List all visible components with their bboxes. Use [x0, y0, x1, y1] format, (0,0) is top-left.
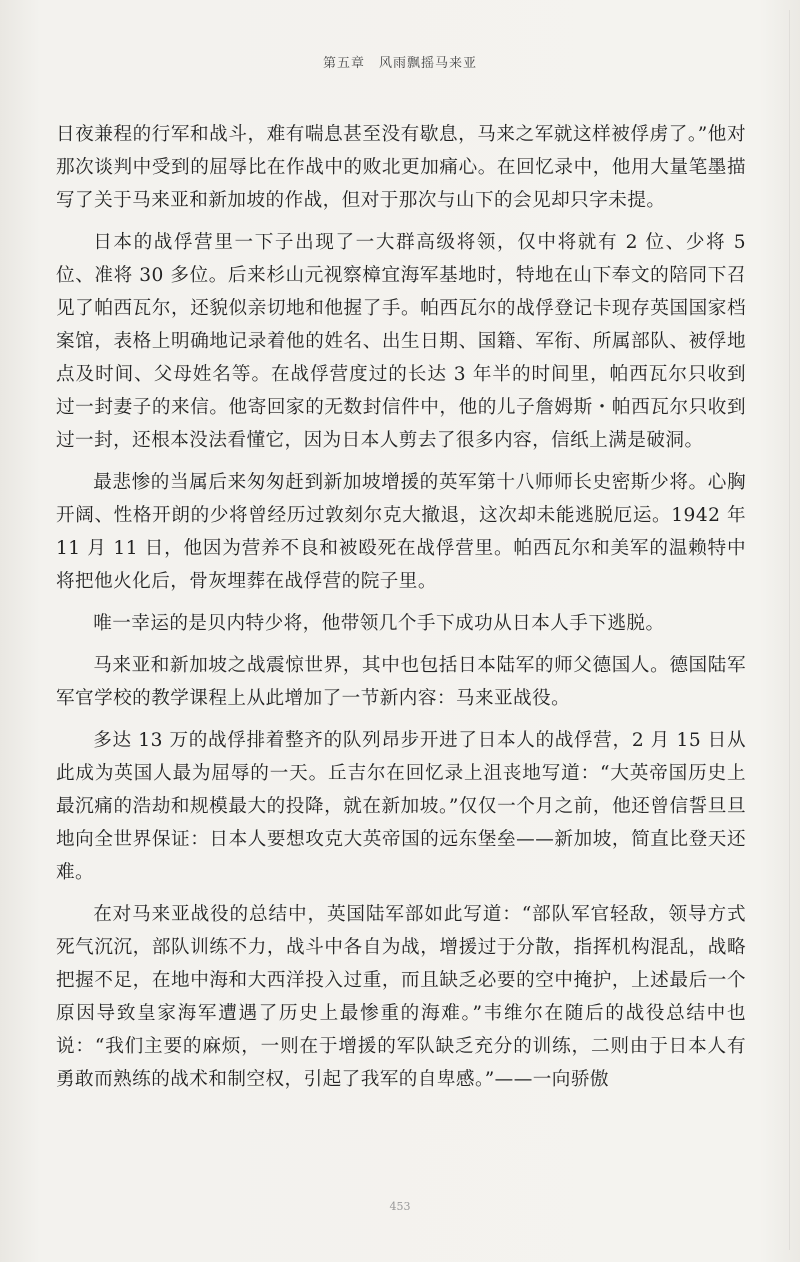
paragraph-bennett: 唯一幸运的是贝内特少将，他带领几个手下成功从日本人手下逃脱。: [93, 613, 665, 634]
page-number: 453: [389, 1200, 411, 1213]
page-body: [56, 118, 746, 1105]
paragraph-continuation: 日夜兼程的行军和战斗，难有喘息甚至没有歇息，马来之军就这样被俘虏了。”他对那次谈判中受到的屈辱比在作战中的败北更加痛心。在回忆录中，他用大量笔墨描写了关于马来亚和新加坡的作战，但对于那次与山下的会见却只字未提。: [56, 124, 746, 211]
paragraph-pow-camp: 日本的战俘营里一下子出现了一大群高级将领，仅中将就有 2 位、少将 5 位、准将 30 多位。后来杉山元视察樟宜海军基地时，特地在山下奉文的陪同下召见了帕西瓦尔，还貌似亲切地和他握了手。帕西瓦尔的战俘登记卡现存英国国家档案馆，表格上明确地记录着他的姓名、出生日期、国籍、军衔、所属部队、被俘地点及时间、父母姓名等。在战俘营度过的长达 3 年半的时间里，帕西瓦尔只收到过一封妻子的来信。他寄回家的无数封信件中，他的儿子詹姆斯・帕西瓦尔只收到过一封，还根本没法看懂它，因为日本人剪去了很多内容，信纸上满是破洞。: [56, 232, 746, 451]
paragraph-germany: 马来亚和新加坡之战震惊世界，其中也包括日本陆军的师父德国人。德国陆军军官学校的教学课程上从此增加了一节新内容：马来亚战役。: [56, 655, 746, 709]
paragraph-churchill: 多达 13 万的战俘排着整齐的队列昂步开进了日本人的战俘营，2 月 15 日从此成为英国人最为屈辱的一天。丘吉尔在回忆录上沮丧地写道：“大英帝国历史上最沉痛的浩劫和规模最大的投降，就在新加坡。”仅仅一个月之前，他还曾信誓旦旦地向全世界保证：日本人要想攻克大英帝国的远东堡垒——新加坡，简直比登天还难。: [56, 730, 746, 883]
running-header: 第五章 风雨飘摇马来亚: [322, 56, 477, 71]
scan-edge-mark: [765, 10, 790, 1250]
paragraph-war-office: 在对马来亚战役的总结中，英国陆军部如此写道：“部队军官轻敌，领导方式死气沉沉，部队训练不力，战斗中各自为战，增援过于分散，指挥机构混乱，战略把握不足，在地中海和大西洋投入过重，而且缺乏必要的空中掩护，上述最后一个原因导致皇家海军遭遇了历史上最惨重的海难。”韦维尔在随后的战役总结中也说：“我们主要的麻烦，一则在于增援的军队缺乏充分的训练，二则由于日本人有勇敢而熟练的战术和制空权，引起了我军的自卑感。”——一向骄傲: [56, 904, 746, 1090]
paragraph-smith: 最悲惨的当属后来匆匆赶到新加坡增援的英军第十八师师长史密斯少将。心胸开阔、性格开朗的少将曾经历过敦刻尔克大撤退，这次却未能逃脱厄运。1942 年 11 月 11 日，他因为营养不良和被殴死在战俘营里。帕西瓦尔和美军的温赖特中将把他火化后，骨灰埋葬在战俘营的院子里。: [56, 472, 746, 592]
